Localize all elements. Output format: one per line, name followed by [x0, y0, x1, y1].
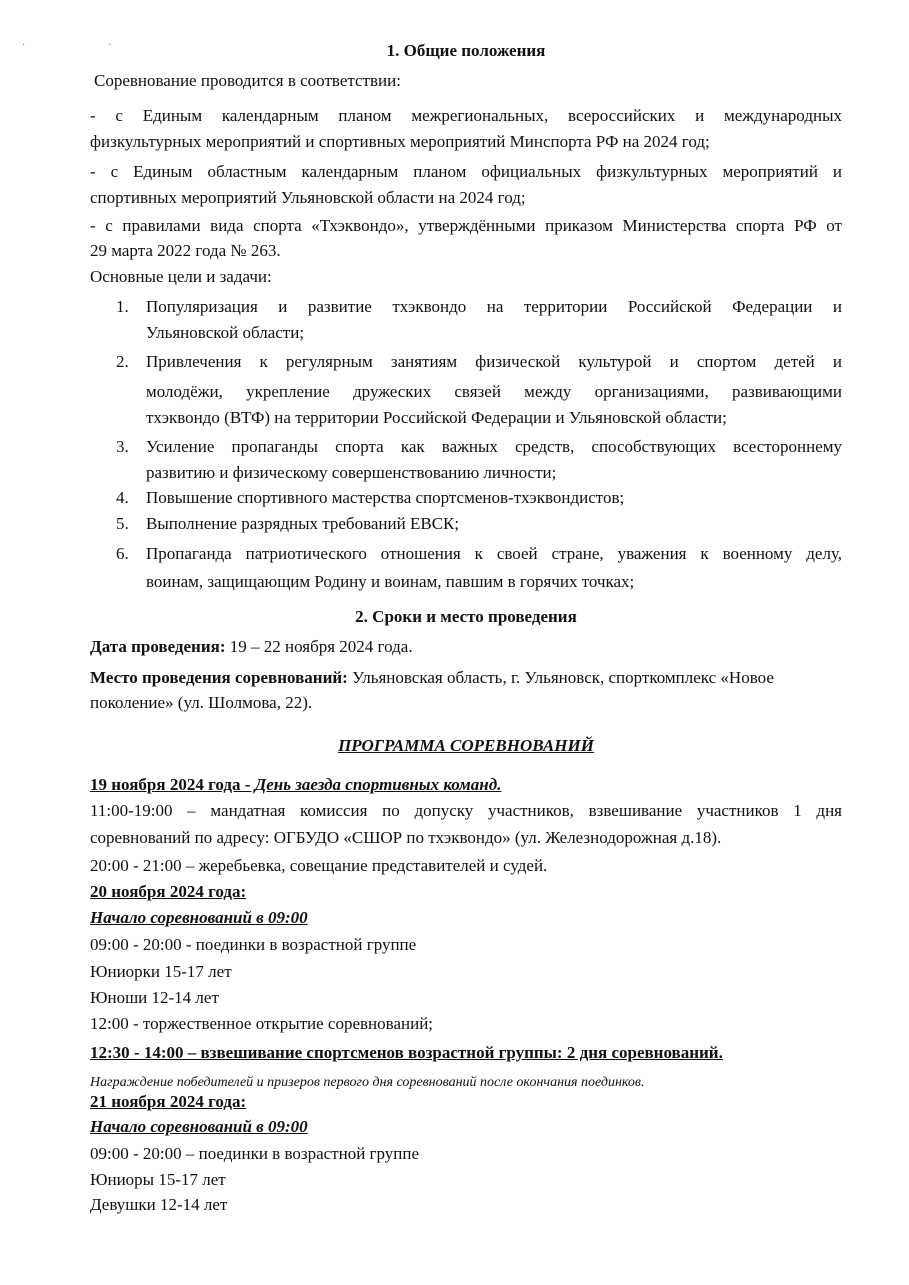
goal-line: воинам, защищающим Родину и воинам, павшим в горячих точках; [146, 572, 635, 591]
goal-line: Популяризация и развитие тхэквондо на территории Российской Федерации и [146, 297, 842, 316]
day2-group: Юноши 12-14 лет [90, 988, 219, 1007]
bullet1-line1: - с Единым календарным планом межрегиональных, всероссийских и международных [90, 106, 842, 125]
scan-marks: · · [22, 40, 152, 51]
goal-line: Пропаганда патриотического отношения к своей стране, уважения к военному делу, [146, 544, 842, 563]
goal-number: 1. [116, 297, 129, 316]
goals-heading: Основные цели и задачи: [90, 267, 272, 286]
date-label: Дата проведения: [90, 637, 226, 656]
goal-number: 3. [116, 437, 129, 456]
bullet1-line2: физкультурных мероприятий и спортивных мероприятий Минспорта РФ на 2024 год; [90, 132, 710, 151]
day1-line: 20:00 - 21:00 – жеребьевка, совещание представителей и судей. [90, 856, 548, 875]
program-title: ПРОГРАММА СОРЕВНОВАНИЙ [338, 736, 594, 755]
goal-line: молодёжи, укрепление дружеских связей между организациями, развивающими [146, 382, 842, 401]
day3-date: 21 ноября 2024 года: [90, 1092, 247, 1111]
day2-date: 20 ноября 2024 года: [90, 882, 247, 901]
day1-title: День заезда спортивных команд. [250, 775, 502, 794]
place-line [90, 667, 842, 689]
goal-line: тхэквондо (ВТФ) на территории Российской Федерации и Ульяновской области; [146, 408, 727, 427]
day2-bouts: 09:00 - 20:00 - поединки в возрастной группе [90, 935, 417, 954]
day3-bouts: 09:00 - 20:00 – поединки в возрастной группе [90, 1144, 420, 1163]
day2-group: Юниорки 15-17 лет [90, 962, 232, 981]
goal-number: 4. [116, 488, 129, 507]
day1-heading [90, 774, 842, 796]
day2-start: Начало соревнований в 09:00 [90, 908, 308, 927]
goal-number: 2. [116, 352, 129, 371]
section2-heading: 2. Сроки и место проведения [355, 607, 577, 626]
date-line [90, 636, 842, 658]
section1-heading: 1. Общие положения [386, 41, 546, 60]
day3-group: Юниоры 15-17 лет [90, 1170, 226, 1189]
goal-line: Выполнение разрядных требований ЕВСК; [146, 514, 460, 533]
day1-date: 19 ноября 2024 года - [90, 775, 251, 794]
goal-number: 5. [116, 514, 129, 533]
day3-start: Начало соревнований в 09:00 [90, 1117, 308, 1136]
day1-line: 11:00-19:00 – мандатная комиссия по допуску участников, взвешивание участников 1 дня [90, 801, 842, 820]
goal-number: 6. [116, 544, 129, 563]
day1-line: соревнований по адресу: ОГБУДО «СШОР по тхэквондо» (ул. Железнодорожная д.18). [90, 828, 722, 847]
goal-line: Ульяновской области; [146, 323, 305, 342]
place-line-2: поколение» (ул. Шолмова, 22). [90, 693, 313, 712]
bullet2-line2: спортивных мероприятий Ульяновской области на 2024 год; [90, 188, 526, 207]
goal-line: Усиление пропаганды спорта как важных средств, способствующих всестороннему [146, 437, 842, 456]
day3-group: Девушки 12-14 лет [90, 1195, 228, 1214]
goal-line: Привлечения к регулярным занятиям физической культурой и спортом детей и [146, 352, 842, 371]
bullet3-line1: - с правилами вида спорта «Тхэквондо», утверждёнными приказом Министерства спорта РФ от [90, 216, 842, 235]
date-value: 19 – 22 ноября 2024 года. [225, 637, 413, 656]
day2-opening: 12:00 - торжественное открытие соревнований; [90, 1014, 434, 1033]
goal-line: Повышение спортивного мастерства спортсменов-тхэквондистов; [146, 488, 625, 507]
place-label: Место проведения соревнований: [90, 668, 348, 687]
goal-line: развитию и физическому совершенствованию личности; [146, 463, 557, 482]
bullet3-line2: 29 марта 2022 года № 263. [90, 241, 281, 260]
day2-awards: Награждение победителей и призеров первого дня соревнований после окончания поединков. [90, 1075, 645, 1090]
section1-intro: Соревнование проводится в соответствии: [94, 71, 401, 90]
place-value: Ульяновская область, г. Ульяновск, спорткомплекс «Новое [347, 668, 774, 687]
bullet2-line1: - с Единым областным календарным планом официальных физкультурных мероприятий и [90, 162, 842, 181]
day2-weighin: 12:30 - 14:00 – взвешивание спортсменов возрастной группы: 2 дня соревнований. [90, 1043, 723, 1062]
